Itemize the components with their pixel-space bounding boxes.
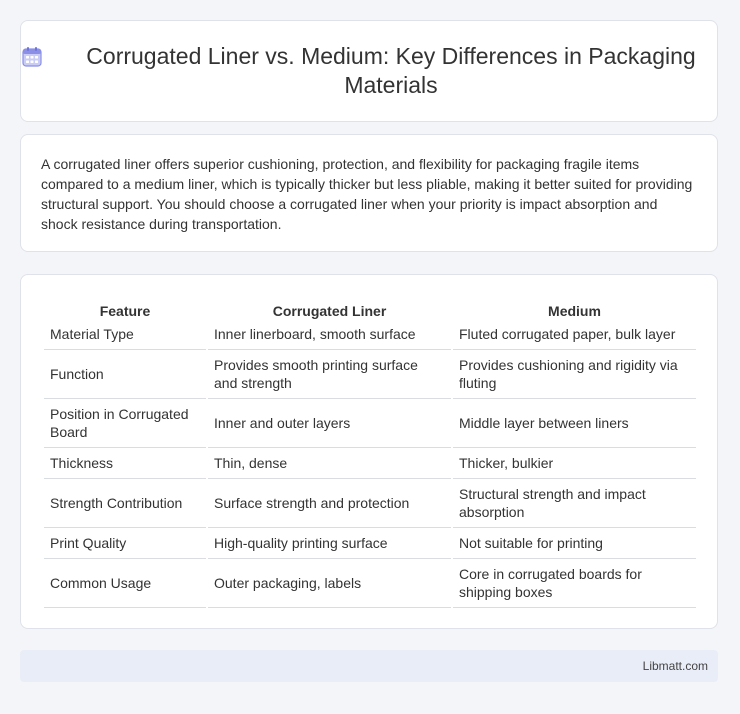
table-row [44, 559, 696, 608]
comparison-card [20, 274, 718, 629]
table-row [44, 479, 696, 528]
intro-paragraph: A corrugated liner offers superior cushioning, protection, and flexibility for packaging fragile items compared to a medium liner, which is typically thicker but less pliable, making it better suited for providing structural support. You should choose a corrugated liner when your priority is impact absorption and shock resistance during transportation. [41, 156, 693, 232]
table-cell: Middle layer between liners [453, 399, 696, 448]
table-cell: Outer packaging, labels [208, 559, 451, 608]
table-header-row [44, 297, 696, 319]
header-corrugated-liner: Corrugated Liner [272, 303, 387, 319]
table-cell: Thicker, bulkier [453, 448, 696, 479]
table-cell: Fluted corrugated paper, bulk layer [453, 319, 696, 350]
table-cell: Strength Contribution [44, 479, 206, 528]
table-row [44, 399, 696, 448]
table-cell: Thickness [44, 448, 206, 479]
table-cell: Inner linerboard, smooth surface [208, 319, 451, 350]
table-cell: Material Type [44, 319, 206, 350]
table-cell: Provides smooth printing surface and strength [208, 350, 451, 399]
footer [20, 650, 718, 682]
table-cell: Position in Corrugated Board [44, 399, 206, 448]
table-cell: Structural strength and impact absorption [453, 479, 696, 528]
table-row [44, 528, 696, 559]
table-cell: Print Quality [44, 528, 206, 559]
title-card [20, 20, 718, 122]
table-cell: Function [44, 350, 206, 399]
page-title: Corrugated Liner vs. Medium: Key Differences in Packaging Materials [86, 43, 696, 98]
intro-card [20, 134, 718, 252]
table-cell: Not suitable for printing [453, 528, 696, 559]
table-row [44, 448, 696, 479]
calendar-icon [21, 46, 43, 68]
comparison-table [42, 297, 698, 608]
footer-brand[interactable]: Libmatt.com [642, 659, 708, 673]
table-cell: Surface strength and protection [208, 479, 451, 528]
header-medium: Medium [548, 303, 601, 319]
header-feature: Feature [99, 303, 151, 319]
title-wrap [21, 42, 717, 100]
table-cell: Common Usage [44, 559, 206, 608]
table-cell: Inner and outer layers [208, 399, 451, 448]
table-cell: Provides cushioning and rigidity via fluting [453, 350, 696, 399]
table-row [44, 319, 696, 350]
table-cell: Core in corrugated boards for shipping boxes [453, 559, 696, 608]
table-cell: Thin, dense [208, 448, 451, 479]
table-row [44, 350, 696, 399]
table-cell: High-quality printing surface [208, 528, 451, 559]
